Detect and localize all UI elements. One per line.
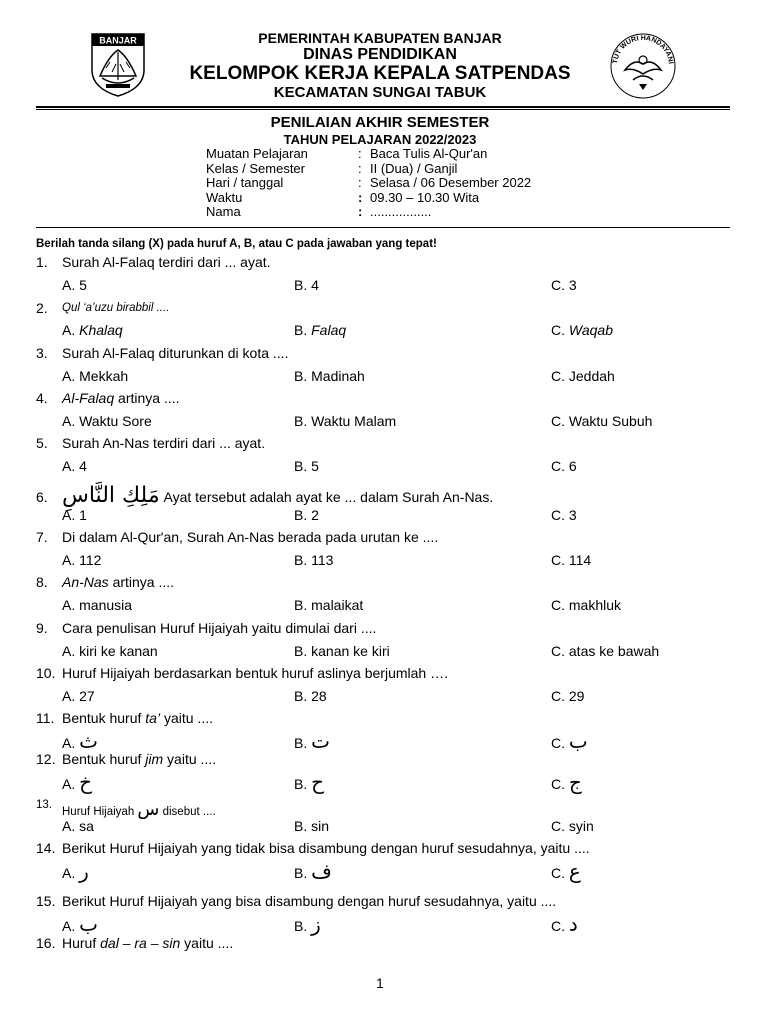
header-line-government: PEMERINTAH KABUPATEN BANJAR xyxy=(258,30,502,46)
question-text xyxy=(62,751,216,767)
info-separator: : xyxy=(358,160,362,176)
header-line-district: KECAMATAN SUNGAI TABUK xyxy=(273,84,487,101)
question-text-pre: Huruf Hijaiyah xyxy=(62,806,138,818)
document-header xyxy=(0,0,768,110)
arabic-letter: ح xyxy=(311,770,325,794)
arabic-letter: ب xyxy=(568,729,588,753)
info-separator: : xyxy=(358,204,363,220)
question-text xyxy=(62,390,180,406)
option-letter: A. xyxy=(62,322,80,338)
info-separator: : xyxy=(358,189,363,205)
question-number: 10. xyxy=(36,665,56,681)
header-divider-thick xyxy=(36,106,730,108)
option-b[interactable]: B. 28 xyxy=(294,688,327,704)
info-row-name xyxy=(206,205,531,220)
option-b[interactable] xyxy=(294,859,332,883)
option-b[interactable]: B. Madinah xyxy=(294,368,365,384)
option-c[interactable] xyxy=(551,859,581,883)
banjar-crest-logo xyxy=(88,32,148,98)
question-number: 4. xyxy=(36,390,48,406)
question-text: Surah Al-Falaq diturunkan di kota .... xyxy=(62,345,289,361)
question-number: 1. xyxy=(36,254,48,270)
question-number: 3. xyxy=(36,345,48,361)
info-label: Kelas / Semester xyxy=(206,160,305,176)
question-text-pre: Huruf xyxy=(62,935,101,951)
exam-year: TAHUN PELAJARAN 2022/2023 xyxy=(283,132,477,147)
option-text: Khalaq xyxy=(79,322,123,338)
question-text: Qul ‘a’uzu birabbil .... xyxy=(62,302,170,314)
option-letter: A. xyxy=(62,865,80,881)
question-number: 2. xyxy=(36,300,48,316)
option-b[interactable]: B. kanan ke kiri xyxy=(294,643,390,659)
info-separator: : xyxy=(358,175,362,191)
question-text: Berikut Huruf Hijaiyah yang bisa disambung dengan huruf sesudahnya, yaitu .... xyxy=(62,893,557,909)
option-b[interactable]: B. 2 xyxy=(294,507,319,523)
logo-left-label: BANJAR xyxy=(99,35,137,46)
question-text-rest: artinya .... xyxy=(114,390,180,406)
option-letter: C. xyxy=(551,865,569,881)
question-number: 8. xyxy=(36,574,48,590)
question-number: 15. xyxy=(36,893,56,909)
question-text: Di dalam Al-Qur'an, Surah An-Nas berada pada urutan ke .... xyxy=(62,529,439,545)
option-a[interactable] xyxy=(62,770,92,794)
option-c[interactable] xyxy=(551,729,588,753)
option-letter: C. xyxy=(551,918,569,934)
question-text-rest: Ayat tersebut adalah ayat ke ... dalam Surah An-Nas. xyxy=(159,489,494,505)
option-b[interactable] xyxy=(294,770,324,794)
logo-right-label: TUT WURI HANDAYANI xyxy=(612,34,674,65)
question-text-rest: yaitu .... xyxy=(160,710,213,726)
arabic-letter: س xyxy=(137,799,160,820)
arabic-letter: ث xyxy=(79,729,98,753)
option-b[interactable]: B. malaikat xyxy=(294,597,364,613)
question-text: Berikut Huruf Hijaiyah yang tidak bisa disambung dengan huruf sesudahnya, yaitu .... xyxy=(62,840,590,856)
option-c[interactable]: C. 6 xyxy=(551,458,577,474)
info-divider xyxy=(36,227,730,228)
option-c[interactable]: C. 29 xyxy=(551,688,585,704)
name-fill-blank[interactable]: ................. xyxy=(370,204,432,220)
option-c[interactable] xyxy=(551,770,582,794)
question-text xyxy=(62,574,174,590)
option-a[interactable]: A. 27 xyxy=(62,688,95,704)
question-text-rest: disebut .... xyxy=(159,806,216,818)
option-b[interactable] xyxy=(294,322,346,338)
option-letter: C. xyxy=(551,776,569,792)
option-c[interactable]: C. syin xyxy=(551,818,594,834)
info-label: Nama xyxy=(206,204,241,220)
option-letter: A. xyxy=(62,918,80,934)
option-a[interactable] xyxy=(62,729,98,753)
option-a[interactable]: A. 5 xyxy=(62,277,87,293)
option-text: Falaq xyxy=(311,322,347,338)
question-number: 16. xyxy=(36,935,56,951)
question-text xyxy=(62,710,213,726)
arabic-letter: ب xyxy=(79,912,98,936)
info-value: 09.30 – 10.30 Wita xyxy=(370,189,480,205)
option-a[interactable]: A. 4 xyxy=(62,458,87,474)
arabic-letter: ج xyxy=(568,770,582,794)
page-number: 1 xyxy=(376,975,384,991)
option-b[interactable]: B. 5 xyxy=(294,458,319,474)
question-number: 9. xyxy=(36,620,48,636)
header-line-group: KELOMPOK KERJA KEPALA SATPENDAS xyxy=(189,63,571,84)
option-b[interactable] xyxy=(294,912,321,936)
option-a[interactable]: A. Mekkah xyxy=(62,368,129,384)
option-a[interactable] xyxy=(62,322,123,338)
option-letter: A. xyxy=(62,776,80,792)
option-text: Waqab xyxy=(568,322,613,338)
question-text xyxy=(62,799,216,820)
exam-info-block xyxy=(206,147,531,220)
option-letter: A. xyxy=(62,735,80,751)
question-number: 14. xyxy=(36,840,56,856)
option-c[interactable] xyxy=(551,912,578,936)
arabic-letter: ع xyxy=(568,859,581,883)
question-text-rest: artinya .... xyxy=(108,574,175,590)
tut-wuri-handayani-logo xyxy=(603,30,683,100)
option-c[interactable]: C. makhluk xyxy=(551,597,622,613)
question-text: Surah An-Nas terdiri dari ... ayat. xyxy=(62,435,266,451)
arabic-letter: ف xyxy=(311,859,332,883)
arabic-verse: مَلِكِ النَّاسِ xyxy=(62,483,160,508)
arabic-letter: ت xyxy=(311,729,330,753)
question-number: 7. xyxy=(36,529,48,545)
option-a[interactable] xyxy=(62,859,89,883)
option-c[interactable] xyxy=(551,322,613,338)
option-letter: B. xyxy=(294,776,312,792)
info-value: Baca Tulis Al-Qur'an xyxy=(370,146,488,161)
info-label: Muatan Pelajaran xyxy=(206,146,308,161)
option-a[interactable]: A. sa xyxy=(62,818,94,834)
info-row-date xyxy=(206,176,531,191)
question-number: 11. xyxy=(36,710,55,726)
question-number: 13. xyxy=(36,799,52,811)
question-text-rest: yaitu .... xyxy=(180,935,234,951)
info-row-class xyxy=(206,162,531,177)
question-text xyxy=(62,483,493,508)
option-a[interactable]: A. 112 xyxy=(62,552,102,568)
option-a[interactable]: A. kiri ke kanan xyxy=(62,643,158,659)
option-c[interactable]: C. 3 xyxy=(551,277,577,293)
arabic-letter: ر xyxy=(79,859,89,883)
arabic-letter: خ xyxy=(79,770,93,794)
option-letter: B. xyxy=(294,865,312,881)
option-c[interactable]: C. 114 xyxy=(551,552,592,568)
info-row-time xyxy=(206,191,531,206)
option-a[interactable]: A. Waktu Sore xyxy=(62,413,152,429)
option-letter: C. xyxy=(551,322,569,338)
question-term: An-Nas xyxy=(62,574,109,590)
question-text-pre: Bentuk huruf xyxy=(62,751,146,767)
question-term: dal – ra – sin xyxy=(100,935,181,951)
question-term: ta’ xyxy=(145,710,161,726)
question-number: 5. xyxy=(36,435,48,451)
question-term: Al-Falaq xyxy=(62,390,115,406)
header-divider-thin xyxy=(36,109,730,110)
option-letter: B. xyxy=(294,918,312,934)
option-c[interactable]: C. atas ke bawah xyxy=(551,643,660,659)
option-b[interactable] xyxy=(294,729,330,753)
info-label: Hari / tanggal xyxy=(206,175,284,191)
option-letter: B. xyxy=(294,735,312,751)
info-row-subject xyxy=(206,147,531,162)
option-c[interactable]: C. Waktu Subuh xyxy=(551,413,653,429)
option-a[interactable] xyxy=(62,912,98,936)
option-b[interactable]: B. 113 xyxy=(294,552,334,568)
info-label: Waktu xyxy=(206,189,243,205)
option-letter: B. xyxy=(294,322,312,338)
exam-title: PENILAIAN AKHIR SEMESTER xyxy=(270,114,490,131)
header-line-office: DINAS PENDIDIKAN xyxy=(303,46,457,63)
option-b[interactable]: B. Waktu Malam xyxy=(294,413,397,429)
info-value: II (Dua) / Ganjil xyxy=(370,160,458,176)
info-value: Selasa / 06 Desember 2022 xyxy=(370,175,532,191)
question-text-rest: yaitu .... xyxy=(163,751,217,767)
question-term: jim xyxy=(145,751,164,767)
option-b[interactable]: B. 4 xyxy=(294,277,319,293)
question-text: Cara penulisan Huruf Hijaiyah yaitu dimulai dari .... xyxy=(62,620,377,636)
option-b[interactable]: B. sin xyxy=(294,818,330,834)
arabic-letter: د xyxy=(568,912,578,936)
question-number: 6. xyxy=(36,489,48,505)
option-a[interactable]: A. manusia xyxy=(62,597,133,613)
option-c[interactable]: C. 3 xyxy=(551,507,577,523)
info-separator: : xyxy=(358,146,362,161)
arabic-letter: ز xyxy=(311,912,321,936)
question-text xyxy=(62,935,233,951)
question-number: 12. xyxy=(36,751,56,767)
question-text: Surah Al-Falaq terdiri dari ... ayat. xyxy=(62,254,271,270)
option-c[interactable]: C. Jeddah xyxy=(551,368,615,384)
option-a[interactable]: A. 1 xyxy=(62,507,87,523)
question-text: Huruf Hijaiyah berdasarkan bentuk huruf aslinya berjumlah …. xyxy=(62,665,448,681)
question-text-pre: Bentuk huruf xyxy=(62,710,146,726)
instructions: Berilah tanda silang (X) pada huruf A, B, atau C pada jawaban yang tepat! xyxy=(36,238,437,250)
option-letter: C. xyxy=(551,735,569,751)
